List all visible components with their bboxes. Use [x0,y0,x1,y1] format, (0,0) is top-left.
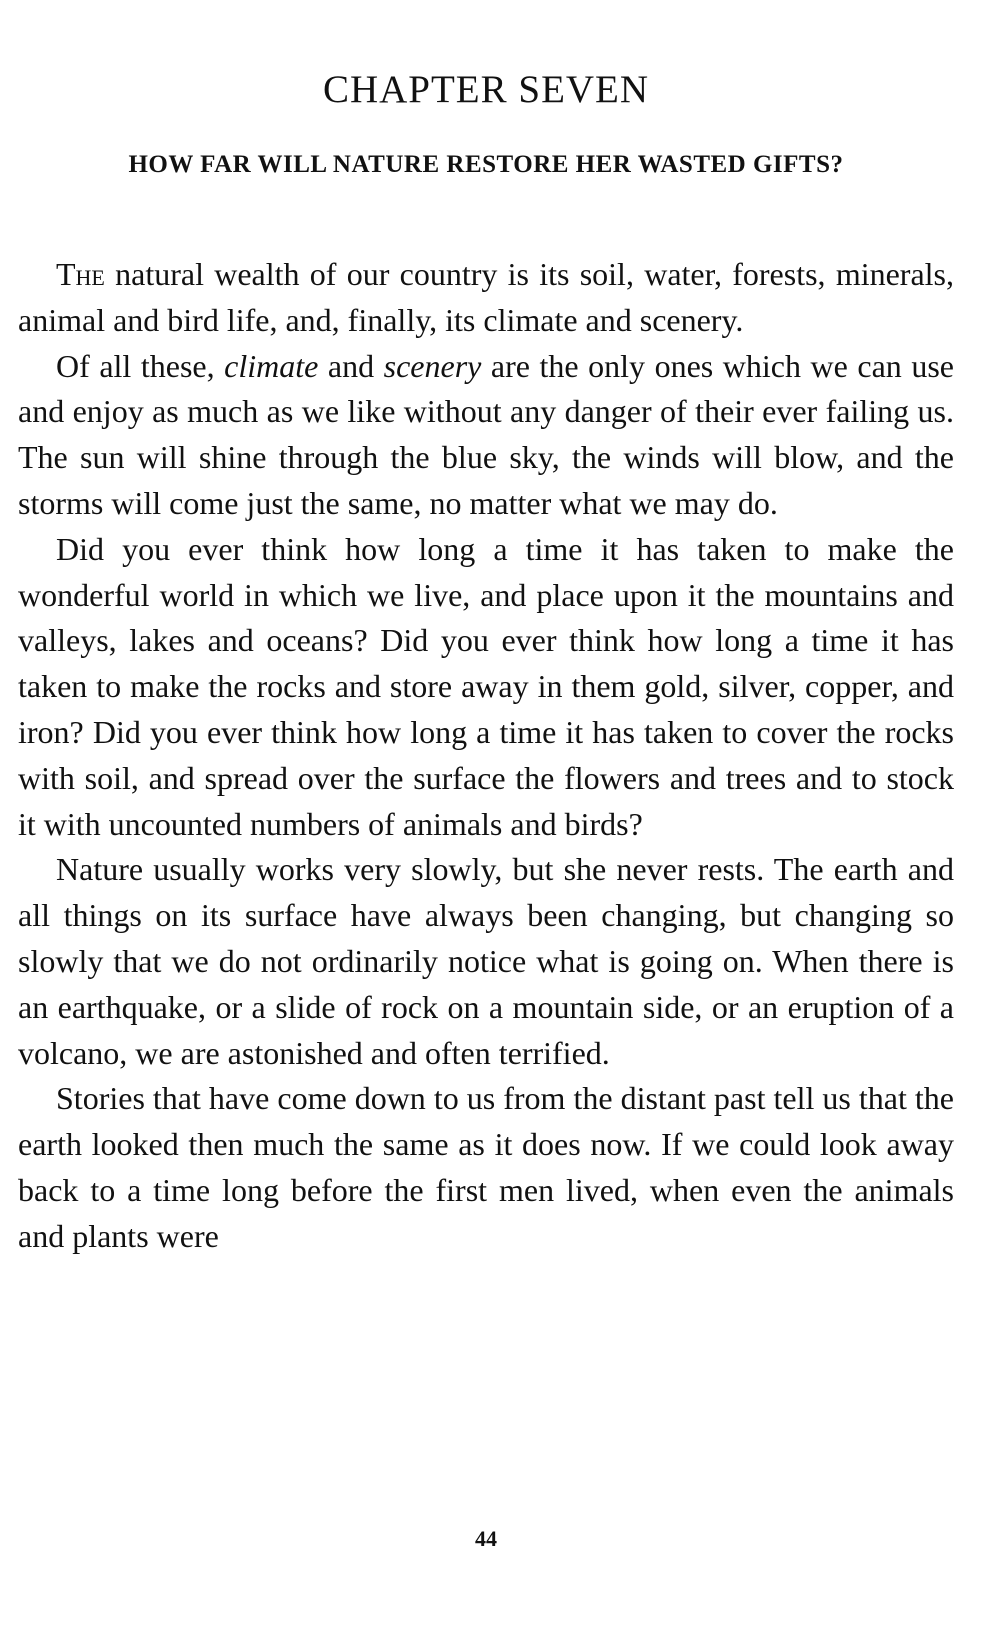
paragraph-3: Did you ever think how long a time it has taken to make the wonderful world in which we live, and place upon it the mountains and valleys, lakes and oceans? Did you ever think how long a time it has taken to make the rocks and store away in them gold, silver, copper, and iron? Did you ever think how long a time it has taken to cover the rocks with soil, and spread over the surface the flowers and trees and to stock it with uncounted numbers of animals and birds? [18,530,954,842]
chapter-subtitle: HOW FAR WILL NATURE RESTORE HER WASTED GIFTS? [128,151,844,178]
book-page [18,0,954,1628]
paragraph-5: Stories that have come down to us from the distant past tell us that the earth looked then much the same as it does now. If we could look away back to a time long before the first men lived, when even the animals and plants were [18,1080,954,1254]
page-number: 44 [475,1526,497,1551]
paragraph-4: Nature usually works very slowly, but she never rests. The earth and all things on its surface have always been changing, but changing so slowly that we do not ordinarily notice what is going on. When there is an earthquake, or a slide of rock on a mountain side, or an eruption of a volcano, we are astonished and often terrified. [18,851,954,1071]
paragraph-2 [18,344,954,527]
paragraph-lead-word: The [56,256,105,292]
paragraph-1 [18,252,954,344]
body-text [18,252,954,1260]
italic-word-climate: climate [224,347,319,384]
paragraph-1-text: natural wealth of our country is its soil, water, forests, minerals, animal and bird life, and, finally, its climate and scenery. [18,256,954,338]
paragraph-2-pre: Of all these, [56,347,225,384]
paragraph-2-post: are the only ones which we can use and enjoy as much as we like without any danger of their ever failing us. The sun will shine through the blue sky, the winds will blow, and the storms will come just the same, no matter what we may do. [18,347,954,521]
chapter-title: CHAPTER SEVEN [322,68,650,111]
paragraph-2-mid: and [318,347,384,384]
italic-word-scenery: scenery [383,347,482,384]
